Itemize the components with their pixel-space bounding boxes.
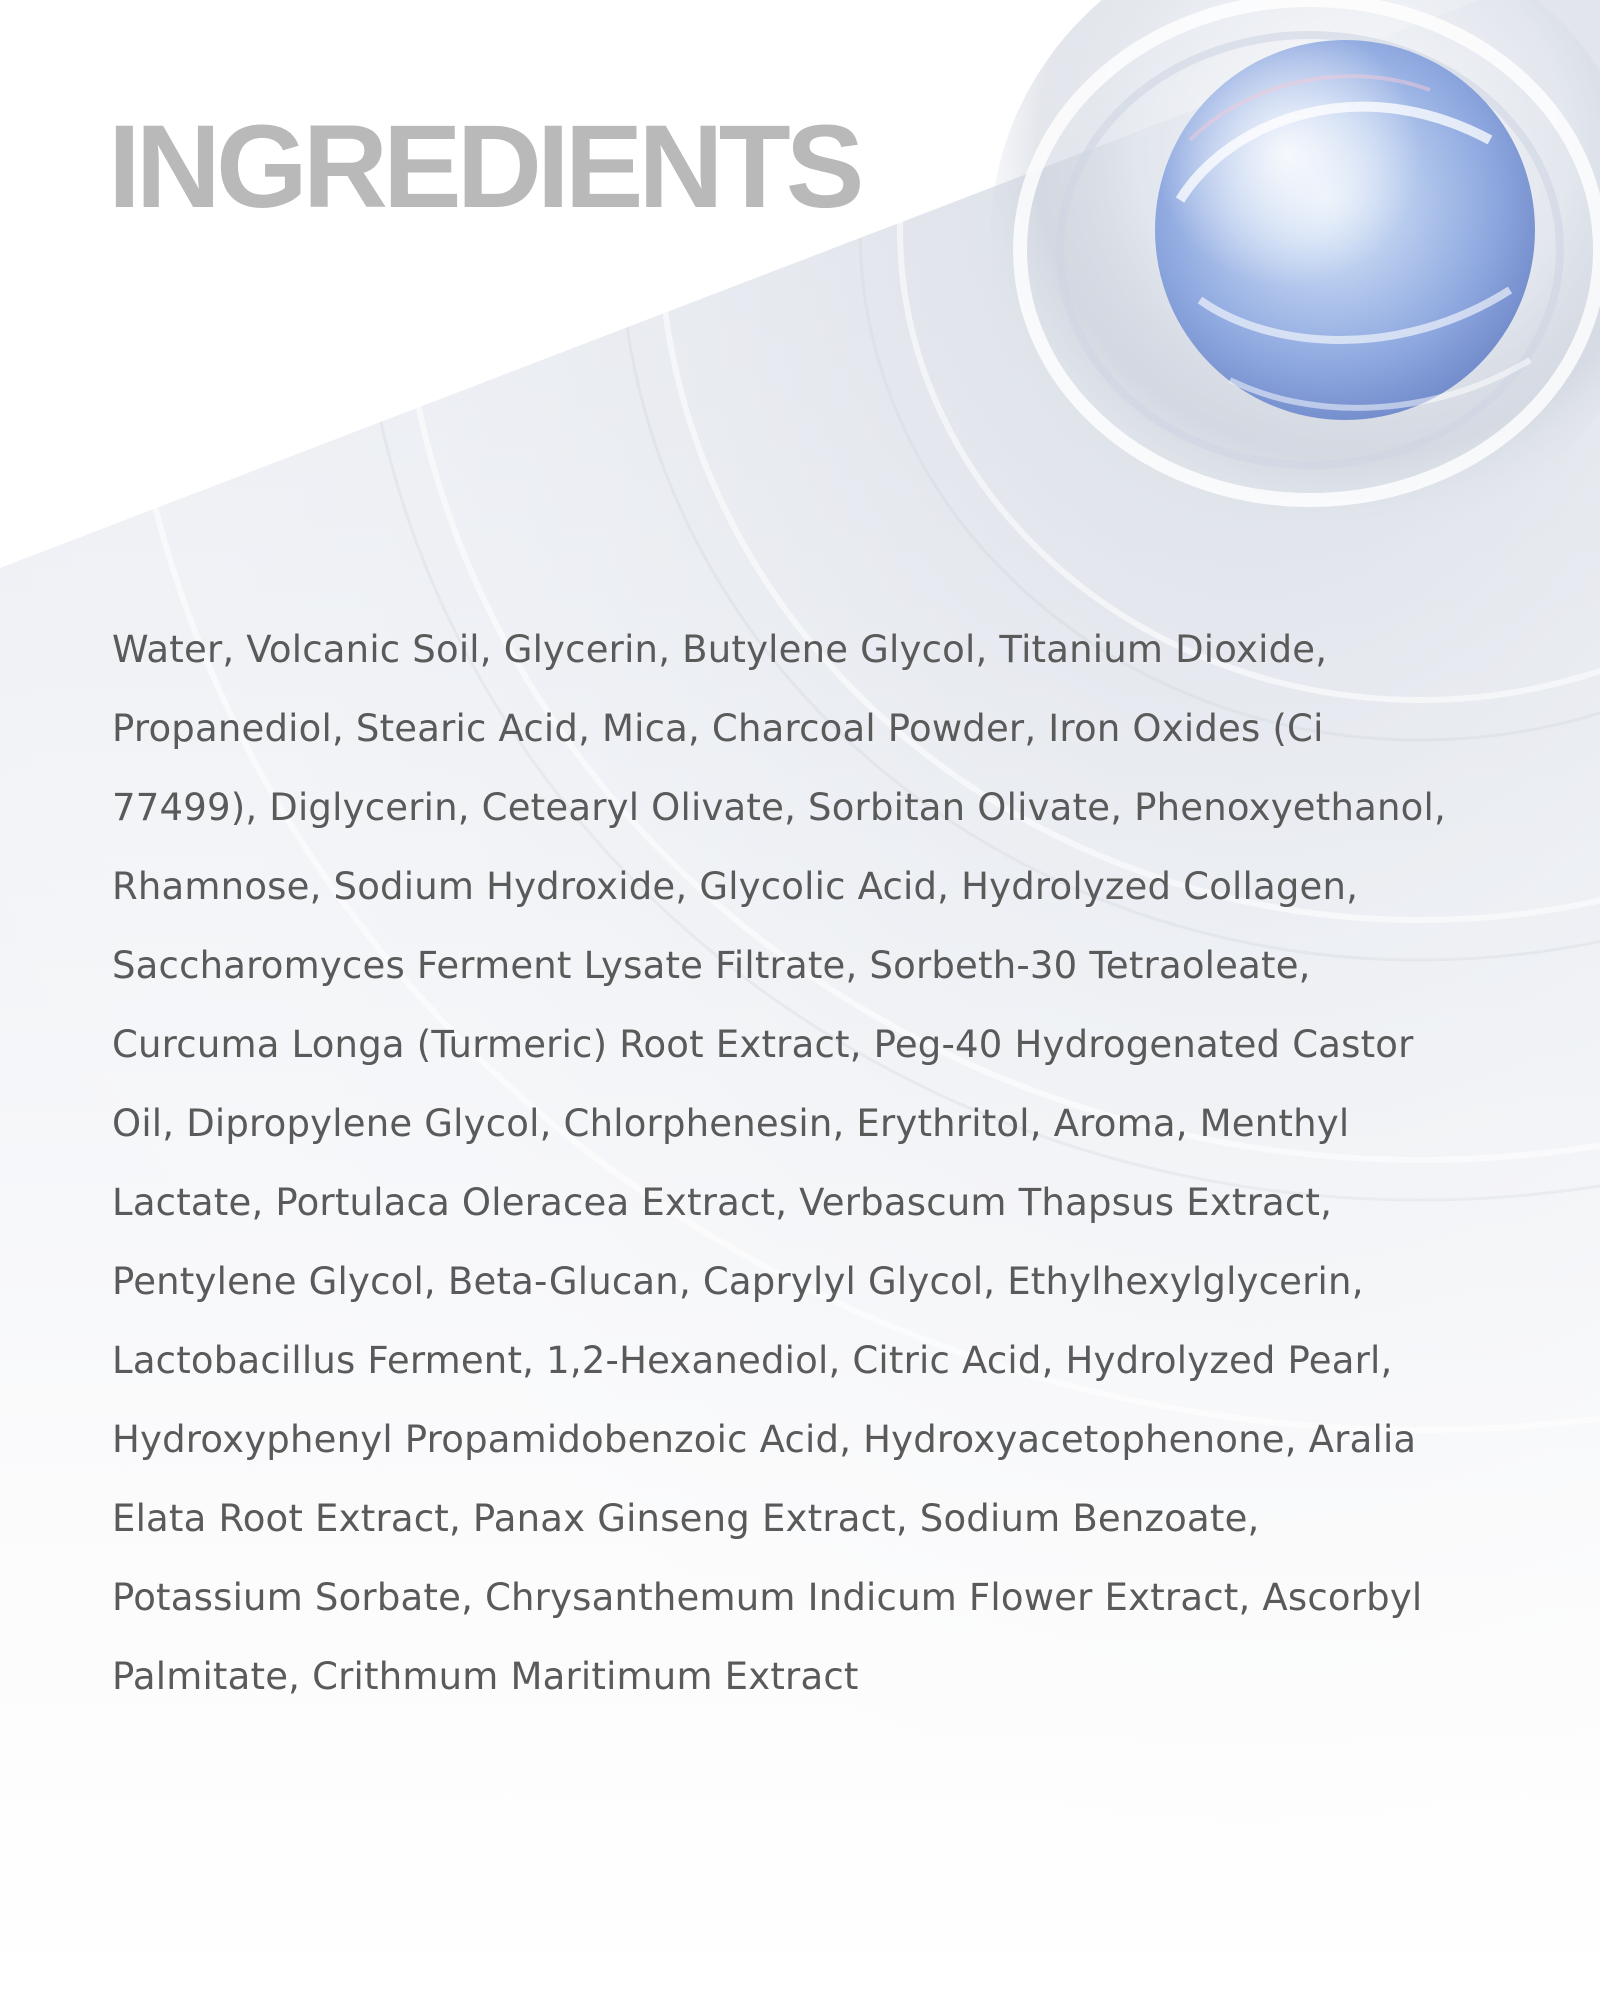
ingredient-line: Lactobacillus Ferment, 1,2-Hexanediol, Citric Acid, Hydrolyzed Pearl, [112, 1339, 1393, 1382]
ingredient-line: Elata Root Extract, Panax Ginseng Extract, Sodium Benzoate, [112, 1497, 1260, 1540]
ingredient-line: Curcuma Longa (Turmeric) Root Extract, Peg-40 Hydrogenated Castor [112, 1023, 1414, 1066]
ingredient-line: Saccharomyces Ferment Lysate Filtrate, Sorbeth-30 Tetraoleate, [112, 944, 1311, 987]
ingredient-line: Potassium Sorbate, Chrysanthemum Indicum Flower Extract, Ascorbyl [112, 1576, 1423, 1619]
ingredient-line: Propanediol, Stearic Acid, Mica, Charcoal Powder, Iron Oxides (Ci [112, 707, 1324, 750]
ingredient-line: Rhamnose, Sodium Hydroxide, Glycolic Acid, Hydrolyzed Collagen, [112, 865, 1359, 908]
ingredient-line: Pentylene Glycol, Beta-Glucan, Caprylyl Glycol, Ethylhexylglycerin, [112, 1260, 1364, 1303]
gel-drop-image [930, 0, 1600, 640]
ingredients-list [112, 610, 1502, 1716]
ingredient-line: Oil, Dipropylene Glycol, Chlorphenesin, Erythritol, Aroma, Menthyl [112, 1102, 1350, 1145]
ingredient-line: Palmitate, Crithmum Maritimum Extract [112, 1655, 859, 1698]
ingredient-line: Lactate, Portulaca Oleracea Extract, Verbascum Thapsus Extract, [112, 1181, 1333, 1224]
ingredient-line: 77499), Diglycerin, Cetearyl Olivate, Sorbitan Olivate, Phenoxyethanol, [112, 786, 1446, 829]
ingredient-line: Water, Volcanic Soil, Glycerin, Butylene Glycol, Titanium Dioxide, [112, 628, 1328, 671]
ingredient-line: Hydroxyphenyl Propamidobenzoic Acid, Hydroxyacetophenone, Aralia [112, 1418, 1417, 1461]
page-title: INGREDIENTS [108, 101, 860, 233]
